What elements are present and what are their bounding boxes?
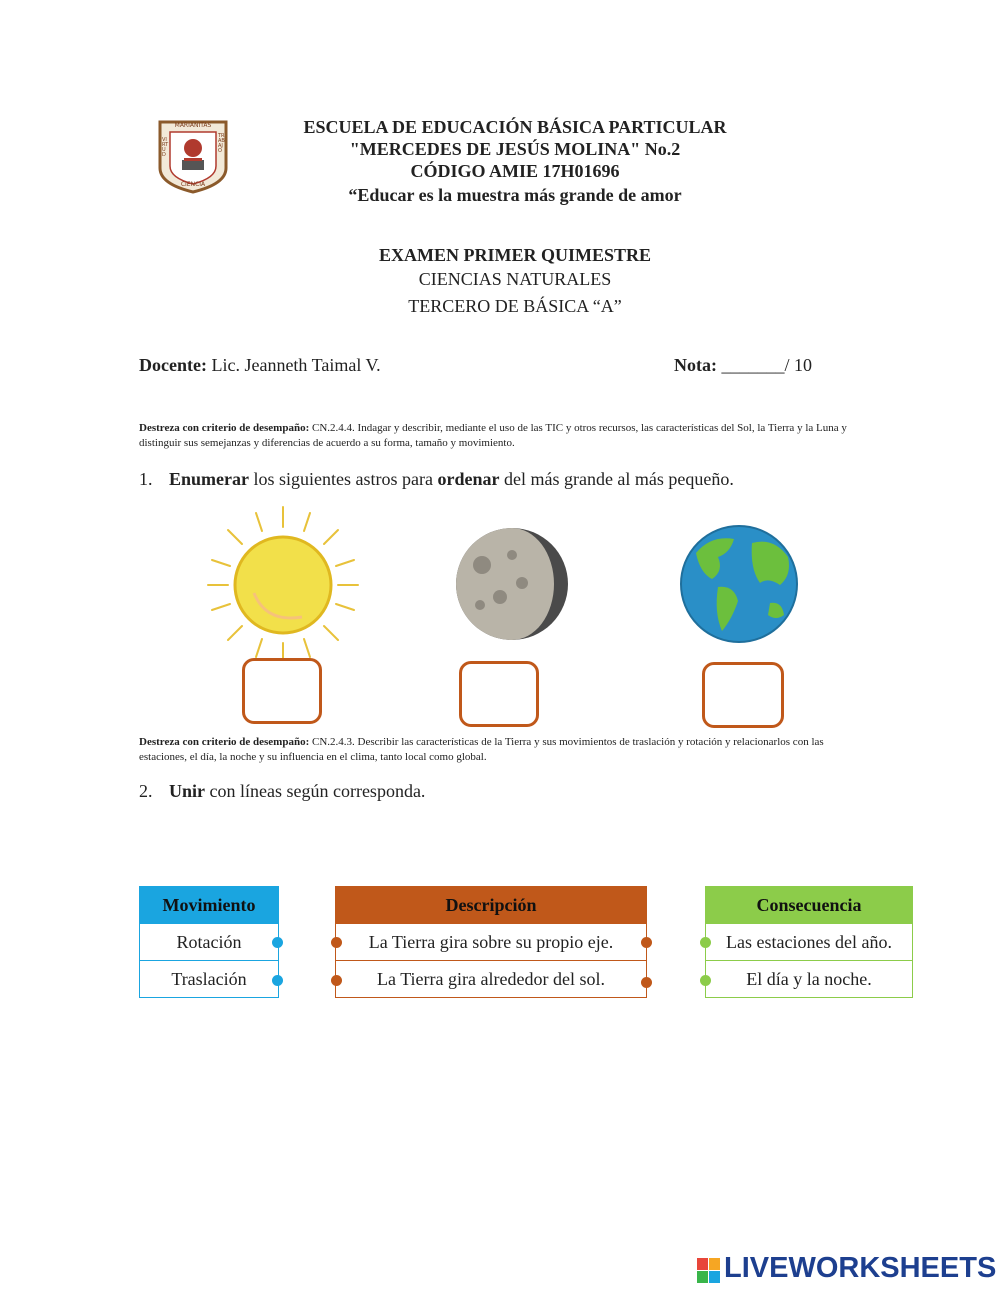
teacher-label: Docente: <box>139 355 207 375</box>
score-line <box>674 355 812 376</box>
question-text: los siguientes astros para <box>249 469 438 489</box>
consequence-table <box>705 886 913 998</box>
movement-translation: Traslación <box>140 961 279 998</box>
movement-table <box>139 886 279 998</box>
school-name: ESCUELA DE EDUCACIÓN BÁSICA PARTICULAR <box>303 117 727 137</box>
answer-box-sun[interactable] <box>242 658 322 724</box>
score-blank: _______/ 10 <box>717 355 813 375</box>
consequence-day-night: El día y la noche. <box>706 961 913 998</box>
description-table <box>335 886 647 998</box>
sun-illustration <box>206 505 361 665</box>
exam-subject: CIENCIAS NATURALES <box>418 269 612 289</box>
exam-title: EXAMEN PRIMER QUIMESTRE <box>378 245 651 265</box>
logo-text-left: VIRTUD <box>162 137 169 158</box>
teacher-line <box>139 355 381 376</box>
skill-criterion-2 <box>139 735 851 765</box>
skill-label: Destreza con criterio de desempaño: <box>139 736 310 748</box>
keyword: Enumerar <box>169 469 249 489</box>
skill-criterion-1 <box>139 421 851 451</box>
dot-movement-rotation[interactable] <box>272 937 283 948</box>
school-code: CÓDIGO AMIE 17H01696 <box>410 161 620 181</box>
description-header: Descripción <box>336 887 647 924</box>
liveworksheets-badge-icon <box>697 1258 721 1284</box>
question-number: 1. <box>139 469 153 489</box>
school-subname: "MERCEDES DE JESÚS MOLINA" No.2 <box>349 139 681 159</box>
moon-illustration <box>450 525 575 643</box>
logo-text-bottom: CIENCIA <box>180 181 206 188</box>
liveworksheets-brand[interactable]: LIVEWORKSHEETS <box>724 1252 997 1284</box>
movement-header: Movimiento <box>140 887 279 924</box>
question-number: 2. <box>139 781 153 801</box>
description-translation: La Tierra gira alrededor del sol. <box>336 961 647 998</box>
skill-label: Destreza con criterio de desempaño: <box>139 422 310 434</box>
consequence-header: Consecuencia <box>706 887 913 924</box>
movement-rotation: Rotación <box>140 924 279 961</box>
dot-movement-translation[interactable] <box>272 975 283 986</box>
dot-description-left-1[interactable] <box>331 937 342 948</box>
description-rotation: La Tierra gira sobre su propio eje. <box>336 924 647 961</box>
keyword: ordenar <box>437 469 500 489</box>
school-logo <box>156 118 230 194</box>
answer-box-moon[interactable] <box>459 661 539 727</box>
answer-box-earth[interactable] <box>702 662 784 728</box>
consequence-seasons: Las estaciones del año. <box>706 924 913 961</box>
exam-grade: TERCERO DE BÁSICA “A” <box>408 296 622 316</box>
question-2 <box>139 781 425 802</box>
logo-text-top: MARIANITAS <box>174 122 212 129</box>
dot-consequence-1[interactable] <box>700 937 711 948</box>
earth-illustration <box>676 523 802 645</box>
skill-text: CN.2.4.3. Describir las características de la Tierra y sus movimientos de traslación y rotación y relacionarlos con las estaciones, el día, la noche y su influencia en el clima, tanto local como global. <box>139 736 824 763</box>
dot-description-left-2[interactable] <box>331 975 342 986</box>
logo-text-right: TRABAJO <box>218 133 225 154</box>
dot-description-right-2[interactable] <box>641 977 652 988</box>
question-text: con líneas según corresponda. <box>205 781 426 801</box>
question-text: del más grande al más pequeño. <box>499 469 734 489</box>
score-label: Nota: <box>674 355 717 375</box>
keyword: Unir <box>169 781 205 801</box>
dot-consequence-2[interactable] <box>700 975 711 986</box>
question-1 <box>139 469 734 490</box>
teacher-name: Lic. Jeanneth Taimal V. <box>206 355 381 375</box>
school-motto: “Educar es la muestra más grande de amor <box>348 185 682 205</box>
dot-description-right-1[interactable] <box>641 937 652 948</box>
skill-text: CN.2.4.4. Indagar y describir, mediante el uso de las TIC y otros recursos, las características del Sol, la Tierra y la Luna y distinguir sus semejanzas y diferencias de acuerdo a su forma, tamaño y movimiento. <box>139 422 847 449</box>
